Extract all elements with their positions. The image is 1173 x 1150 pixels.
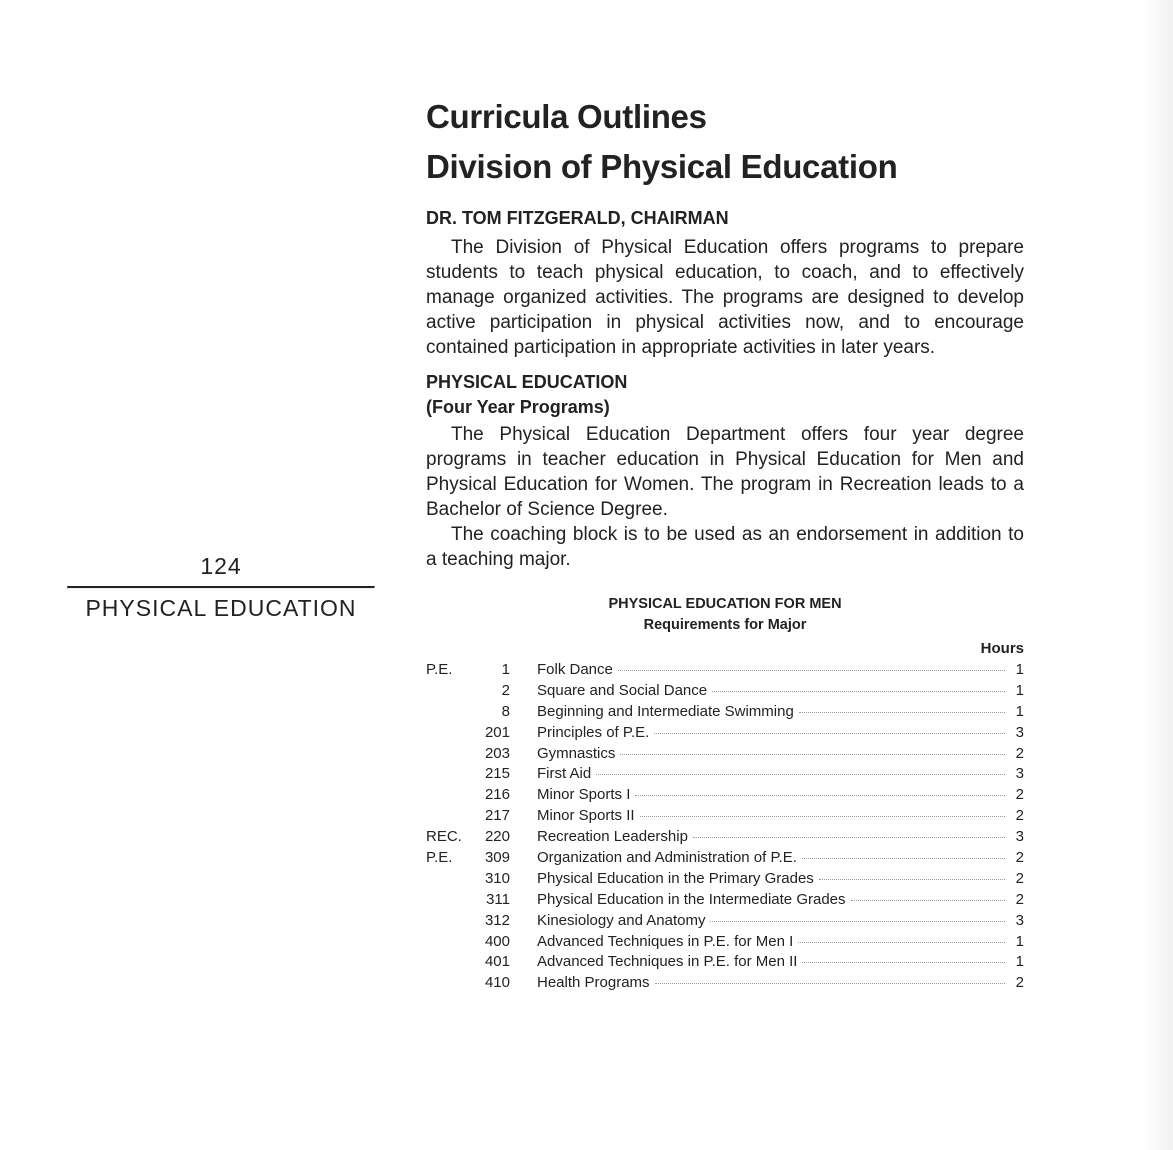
chairman-heading: DR. TOM FITZGERALD, CHAIRMAN (426, 208, 729, 228)
title-line-2: Division of Physical Education (426, 148, 898, 185)
course-number: 309 (484, 849, 510, 867)
course-row (426, 786, 1024, 807)
course-title: Recreation Leadership (537, 828, 688, 846)
page-edge-shadow (1143, 0, 1173, 1150)
course-hours: 3 (1015, 723, 1024, 741)
course-number: 216 (484, 786, 510, 804)
dot-leader (802, 962, 1005, 963)
course-hours: 3 (1015, 765, 1024, 783)
course-row (426, 745, 1024, 766)
title-line-1: Curricula Outlines (426, 98, 707, 135)
course-title: Physical Education in the Primary Grades (537, 869, 814, 887)
dot-leader (655, 983, 1005, 984)
course-hours: 2 (1015, 807, 1024, 825)
course-title: First Aid (537, 765, 592, 783)
course-title-cell (537, 724, 1010, 741)
course-title-cell (537, 661, 1010, 678)
course-number: 312 (484, 911, 510, 929)
course-title: Advanced Techniques in P.E. for Men II (537, 953, 798, 971)
dot-leader (654, 733, 1005, 734)
course-number: 311 (486, 890, 510, 908)
course-hours: 1 (1015, 932, 1024, 950)
course-title: Principles of P.E. (537, 723, 650, 741)
course-dept: P.E. (426, 661, 453, 678)
course-hours: 1 (1015, 661, 1024, 678)
course-row (426, 765, 1024, 786)
course-title-cell (537, 682, 1010, 699)
course-title-cell (537, 870, 1010, 887)
course-title-cell (537, 828, 1010, 845)
dot-leader (620, 754, 1005, 755)
course-title: Minor Sports I (537, 786, 631, 804)
course-title-cell (537, 912, 1010, 929)
course-hours: 1 (1015, 953, 1024, 971)
course-table (426, 661, 1024, 995)
course-number: 215 (484, 765, 510, 783)
course-title: Advanced Techniques in P.E. for Men I (537, 932, 794, 950)
course-number: 400 (484, 932, 510, 950)
course-number: 401 (484, 953, 510, 971)
course-title-cell (537, 765, 1010, 782)
dot-leader (712, 691, 1005, 692)
course-dept: P.E. (426, 849, 453, 867)
course-hours: 3 (1015, 828, 1024, 846)
course-hours: 2 (1015, 869, 1024, 887)
course-row (426, 849, 1024, 870)
course-hours: 2 (1015, 849, 1024, 867)
course-number: 410 (484, 974, 510, 992)
dot-leader (618, 670, 1005, 671)
course-row (426, 891, 1024, 912)
course-title-cell (537, 953, 1010, 970)
programs-paragraph: The Physical Education Department offers four year degree programs in teacher education in Physical Education for Men and Physical Education for Women. The program in Recreation leads to a Bachelor of Science Degree. (426, 424, 1024, 520)
course-title: Physical Education in the Intermediate Grades (537, 890, 846, 908)
requirements-subtitle: Requirements for Major (643, 617, 807, 633)
course-row (426, 682, 1024, 703)
course-row (426, 828, 1024, 849)
course-hours: 1 (1015, 681, 1024, 699)
course-hours: 3 (1015, 911, 1024, 929)
course-hours: 2 (1015, 890, 1024, 908)
dot-leader (798, 942, 1005, 943)
course-number: 1 (501, 661, 510, 678)
course-row (426, 933, 1024, 954)
dot-leader (799, 712, 1005, 713)
course-title-cell (537, 891, 1010, 908)
programs-heading-line-1: PHYSICAL EDUCATION (426, 372, 628, 392)
course-title: Kinesiology and Anatomy (537, 911, 706, 929)
course-number: 2 (501, 681, 510, 699)
course-title: Square and Social Dance (537, 681, 708, 699)
dot-leader (635, 795, 1005, 796)
programs-heading (426, 370, 1024, 420)
course-hours: 2 (1015, 974, 1024, 992)
course-row (426, 661, 1024, 682)
dot-leader (802, 858, 1005, 859)
course-number: 220 (484, 828, 510, 846)
course-row (426, 807, 1024, 828)
margin-column (67, 553, 375, 622)
course-title-cell (537, 974, 1010, 991)
intro-paragraph: The Division of Physical Education offers programs to prepare students to teach physical education, to coach, and to effectively manage organized activities. The programs are designed to develop active participation in physical activities now, and to encourage contained participation in appropriate activities in later years. (426, 237, 1024, 358)
dot-leader (851, 900, 1005, 901)
page-title (426, 92, 1024, 192)
dot-leader (710, 921, 1005, 922)
dot-leader (819, 879, 1005, 880)
main-content (426, 92, 1024, 995)
course-number: 201 (484, 723, 510, 741)
course-hours: 2 (1015, 744, 1024, 762)
margin-divider (67, 586, 375, 589)
course-title-cell (537, 933, 1010, 950)
course-row (426, 912, 1024, 933)
dot-leader (596, 774, 1005, 775)
course-hours: 1 (1015, 702, 1024, 720)
course-title: Minor Sports II (537, 807, 635, 825)
dot-leader (640, 816, 1005, 817)
requirements-title: PHYSICAL EDUCATION FOR MEN (608, 596, 842, 612)
course-title: Folk Dance (537, 661, 613, 678)
course-hours: 2 (1015, 786, 1024, 804)
course-title-cell (537, 807, 1010, 824)
course-title-cell (537, 745, 1010, 762)
course-number: 217 (484, 807, 510, 825)
course-title: Organization and Administration of P.E. (537, 849, 797, 867)
course-row (426, 974, 1024, 995)
page-number: 124 (200, 553, 242, 579)
course-dept: REC. (426, 828, 462, 846)
coaching-paragraph: The coaching block is to be used as an endorsement in addition to a teaching major. (426, 524, 1024, 570)
course-title: Beginning and Intermediate Swimming (537, 702, 794, 720)
course-number: 203 (484, 744, 510, 762)
course-row (426, 703, 1024, 724)
dot-leader (693, 837, 1005, 838)
course-title-cell (537, 849, 1010, 866)
course-row (426, 953, 1024, 974)
course-row (426, 870, 1024, 891)
section-label: PHYSICAL EDUCATION (85, 595, 357, 621)
programs-heading-line-2: (Four Year Programs) (426, 397, 610, 417)
course-title-cell (537, 703, 1010, 720)
course-number: 310 (484, 869, 510, 887)
course-number: 8 (501, 702, 510, 720)
course-title: Health Programs (537, 974, 650, 992)
course-row (426, 724, 1024, 745)
course-title: Gymnastics (537, 744, 616, 762)
hours-column-header: Hours (980, 640, 1024, 657)
course-title-cell (537, 786, 1010, 803)
